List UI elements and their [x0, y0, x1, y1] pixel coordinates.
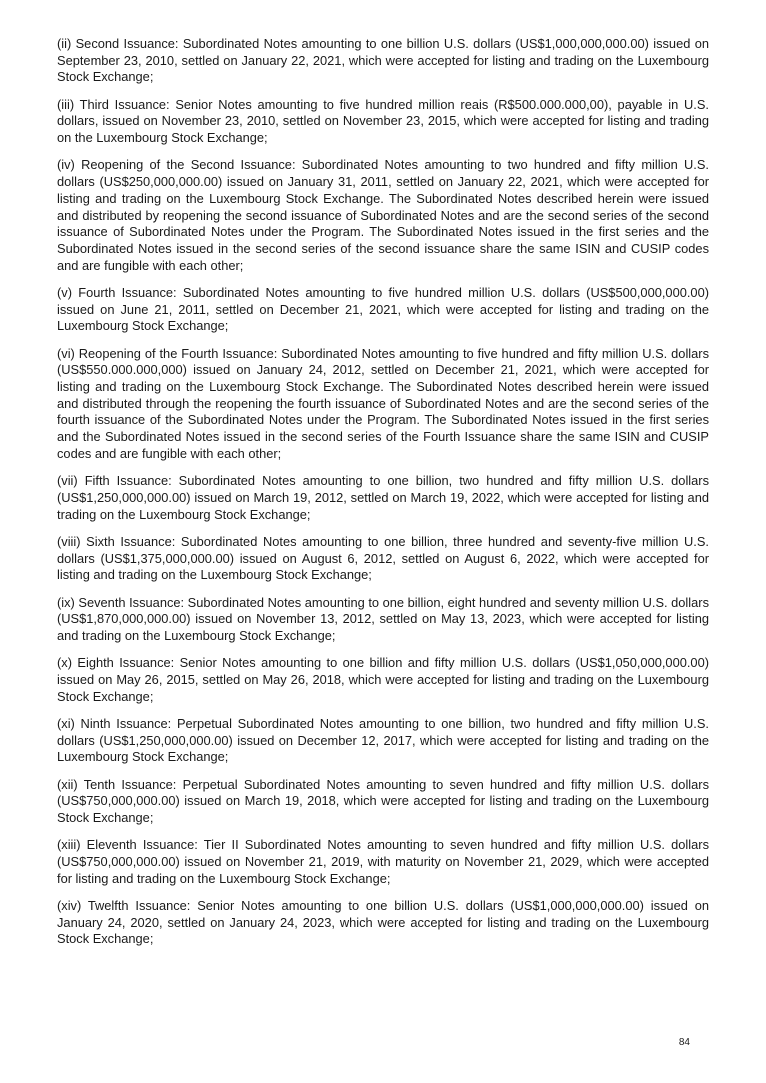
paragraph-reopening-fourth-issuance: (vi) Reopening of the Fourth Issuance: Subordinated Notes amounting to five hundred and fifty million U.S. dollars (US$550.000.000,000) issued on January 24, 2012, settled on December 21, 2021, which were accepted for listing and trading on the Luxembourg Stock Exchange. The Subordinated Notes described herein were issued and distributed through the reopening the fourth issuance of Subordinated Notes and are the second series of the fourth issuance of the Subordinated Notes under the Program. The Subordinated Notes issued in the first series and the Subordinated Notes issued in the second series of the Fourth Issuance share the same ISIN and CUSIP codes and are fungible with each other; — [57, 345, 709, 461]
document-body — [57, 36, 709, 959]
page-number: 84 — [678, 1037, 690, 1048]
paragraph-eighth-issuance: (x) Eighth Issuance: Senior Notes amounting to one billion and fifty million U.S. dollars (US$1,050,000,000.00) issued on May 26, 2015, settled on May 26, 2018, which were accepted for listing and trading on the Luxembourg Stock Exchange; — [57, 655, 709, 704]
paragraph-fifth-issuance: (vii) Fifth Issuance: Subordinated Notes amounting to one billion, two hundred and fifty million U.S. dollars (US$1,250,000,000.00) issued on March 19, 2012, settled on March 19, 2022, which were accepted for listing and trading on the Luxembourg Stock Exchange; — [57, 473, 709, 522]
paragraph-tenth-issuance: (xii) Tenth Issuance: Perpetual Subordinated Notes amounting to seven hundred and fifty million U.S. dollars (US$750,000,000.00) issued on March 19, 2018, which were accepted for listing and trading on the Luxembourg Stock Exchange; — [57, 776, 709, 826]
paragraph-eleventh-issuance: (xiii) Eleventh Issuance: Tier II Subordinated Notes amounting to seven hundred and fifty million U.S. dollars (US$750,000,000.00) issued on November 21, 2019, with maturity on November 21, 2029, which were accepted for listing and trading on the Luxembourg Stock Exchange; — [57, 837, 709, 886]
paragraph-second-issuance: (ii) Second Issuance: Subordinated Notes amounting to one billion U.S. dollars (US$1,000,000,000.00) issued on September 23, 2010, settled on January 22, 2021, which were accepted for listing and trading on the Luxembourg Stock Exchange; — [57, 36, 709, 85]
paragraph-sixth-issuance: (viii) Sixth Issuance: Subordinated Notes amounting to one billion, three hundred and seventy-five million U.S. dollars (US$1,375,000,000.00) issued on August 6, 2012, settled on August 6, 2022, which were accepted for listing and trading on the Luxembourg Stock Exchange; — [57, 533, 709, 583]
paragraph-reopening-second-issuance: (iv) Reopening of the Second Issuance: Subordinated Notes amounting to two hundred and fifty million U.S. dollars (US$250,000,000.00) issued on January 31, 2011, settled on January 22, 2021, which were accepted for listing and trading on the Luxembourg Stock Exchange. The Subordinated Notes described herein were issued and distributed by reopening the second issuance of Subordinated Notes and are the second series of the second issuance of Subordinated Notes under the Program. The Subordinated Notes issued in the first series and the Subordinated Notes issued in the second series of the second issuance share the same ISIN and CUSIP codes and are fungible with each other; — [57, 157, 709, 273]
paragraph-fourth-issuance: (v) Fourth Issuance: Subordinated Notes amounting to five hundred million U.S. dollars (US$500,000,000.00) issued on June 21, 2011, settled on December 21, 2021, which were accepted for listing and trading on the Luxembourg Stock Exchange; — [57, 284, 709, 334]
paragraph-twelfth-issuance: (xiv) Twelfth Issuance: Senior Notes amounting to one billion U.S. dollars (US$1,000,000,000.00) issued on January 24, 2020, settled on January 24, 2023, which were accepted for listing and trading on the Luxembourg Stock Exchange; — [57, 898, 709, 947]
paragraph-third-issuance: (iii) Third Issuance: Senior Notes amounting to five hundred million reais (R$500.000.000,00), payable in U.S. dollars, issued on November 23, 2010, settled on November 23, 2015, which were accepted for listing and trading on the Luxembourg Stock Exchange; — [57, 96, 709, 146]
paragraph-seventh-issuance: (ix) Seventh Issuance: Subordinated Notes amounting to one billion, eight hundred and seventy million U.S. dollars (US$1,870,000,000.00) issued on November 13, 2012, settled on May 13, 2023, which were accepted for listing and trading on the Luxembourg Stock Exchange; — [57, 594, 709, 643]
paragraph-ninth-issuance: (xi) Ninth Issuance: Perpetual Subordinated Notes amounting to one billion, two hundred and fifty million U.S. dollars (US$1,250,000,000.00) issued on December 12, 2017, which were accepted for listing and trading on the Luxembourg Stock Exchange; — [57, 715, 709, 765]
